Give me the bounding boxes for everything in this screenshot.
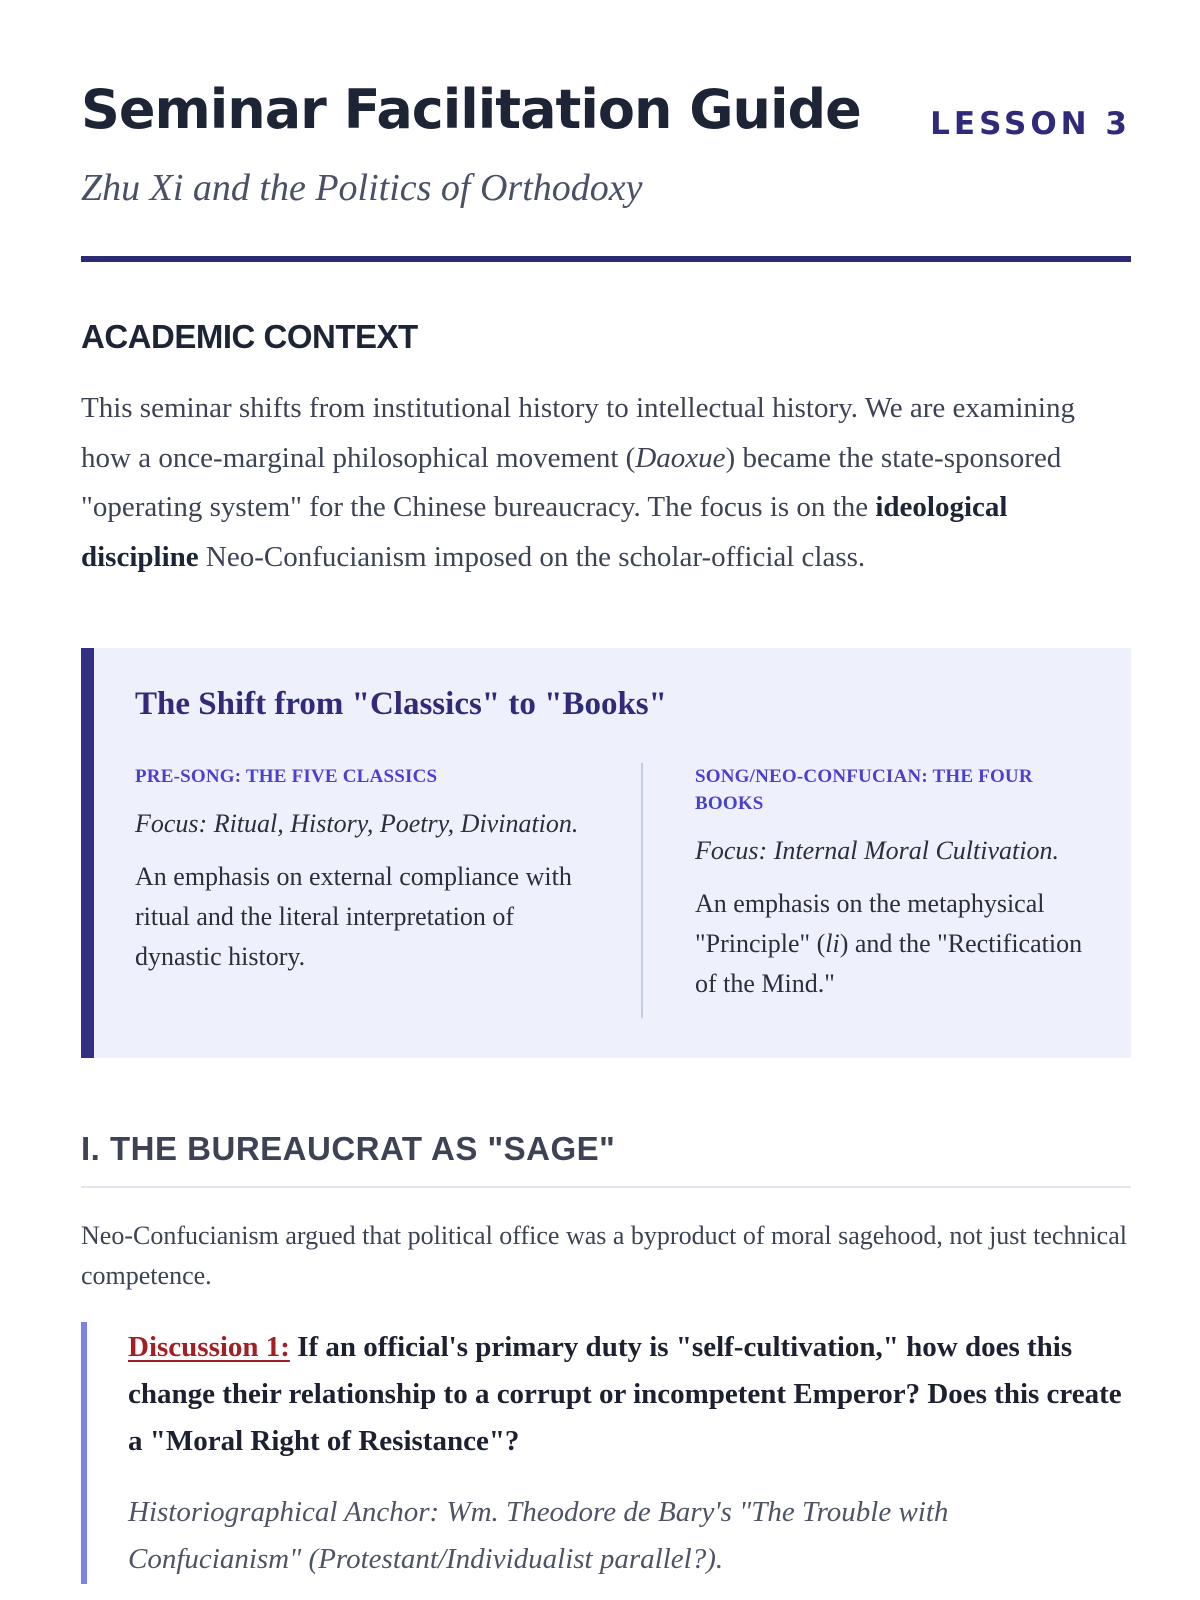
historiographical-anchor: Historiographical Anchor: Wm. Theodore de Bary's "The Trouble with Confucianism" (Protestant/Individualist parallel?). <box>128 1496 949 1575</box>
page-subtitle: Zhu Xi and the Politics of Orthodoxy <box>81 167 643 209</box>
classics-to-books-callout <box>81 648 1131 1058</box>
section-1-body: Neo-Confucianism argued that political office was a byproduct of moral sagehood, not just technical competence. <box>81 1221 1127 1290</box>
callout-title: The Shift from "Classics" to "Books" <box>135 686 667 722</box>
discussion-1-block <box>81 1322 1131 1584</box>
five-classics-column <box>135 763 595 977</box>
discussion-1-question: Discussion 1: If an official's primary duty is "self-cultivation," how does this change their relationship to a corrupt or incompetent Emperor? Does this create a "Moral Right of Resistance"? <box>128 1331 1122 1457</box>
callout-accent-bar <box>81 648 94 1058</box>
section-1-heading: I. THE BUREAUCRAT AS "SAGE" <box>81 1130 616 1167</box>
section-1-divider <box>81 1186 1131 1188</box>
discussion-1-tag: Discussion 1: <box>128 1331 290 1363</box>
page-title: Seminar Facilitation Guide <box>81 78 861 141</box>
column-divider <box>641 763 643 1018</box>
four-books-description: An emphasis on the metaphysical "Principle" (li) and the "Rectification of the Mind." <box>695 889 1083 998</box>
li-term: li <box>825 929 840 958</box>
daoxue-term: Daoxue <box>635 441 726 474</box>
five-classics-description: An emphasis on external compliance with ritual and the literal interpretation of dynastic history. <box>135 862 572 971</box>
ideological-discipline-emphasis: ideological discipline <box>81 491 1008 573</box>
four-books-label: SONG/NEO-CONFUCIAN: THE FOUR BOOKS <box>695 766 1033 814</box>
academic-context-paragraph: This seminar shifts from institutional history to intellectual history. We are examining how a once-marginal philosophical movement (Daoxue) became the state-sponsored "operating system" for the Chinese bureaucracy. The focus is on the ideological discipline Neo-Confucianism imposed on the scholar-official class. <box>81 392 1075 573</box>
discussion-accent-bar <box>81 1322 87 1584</box>
five-classics-focus: Focus: Ritual, History, Poetry, Divination. <box>135 809 579 838</box>
academic-context-heading: ACADEMIC CONTEXT <box>81 318 418 355</box>
five-classics-label: PRE-SONG: THE FIVE CLASSICS <box>135 766 438 787</box>
page-header <box>81 78 1131 263</box>
lesson-label: LESSON 3 <box>930 106 1131 142</box>
four-books-focus: Focus: Internal Moral Cultivation. <box>695 836 1059 865</box>
header-divider <box>81 256 1131 262</box>
four-books-column <box>695 763 1095 1004</box>
